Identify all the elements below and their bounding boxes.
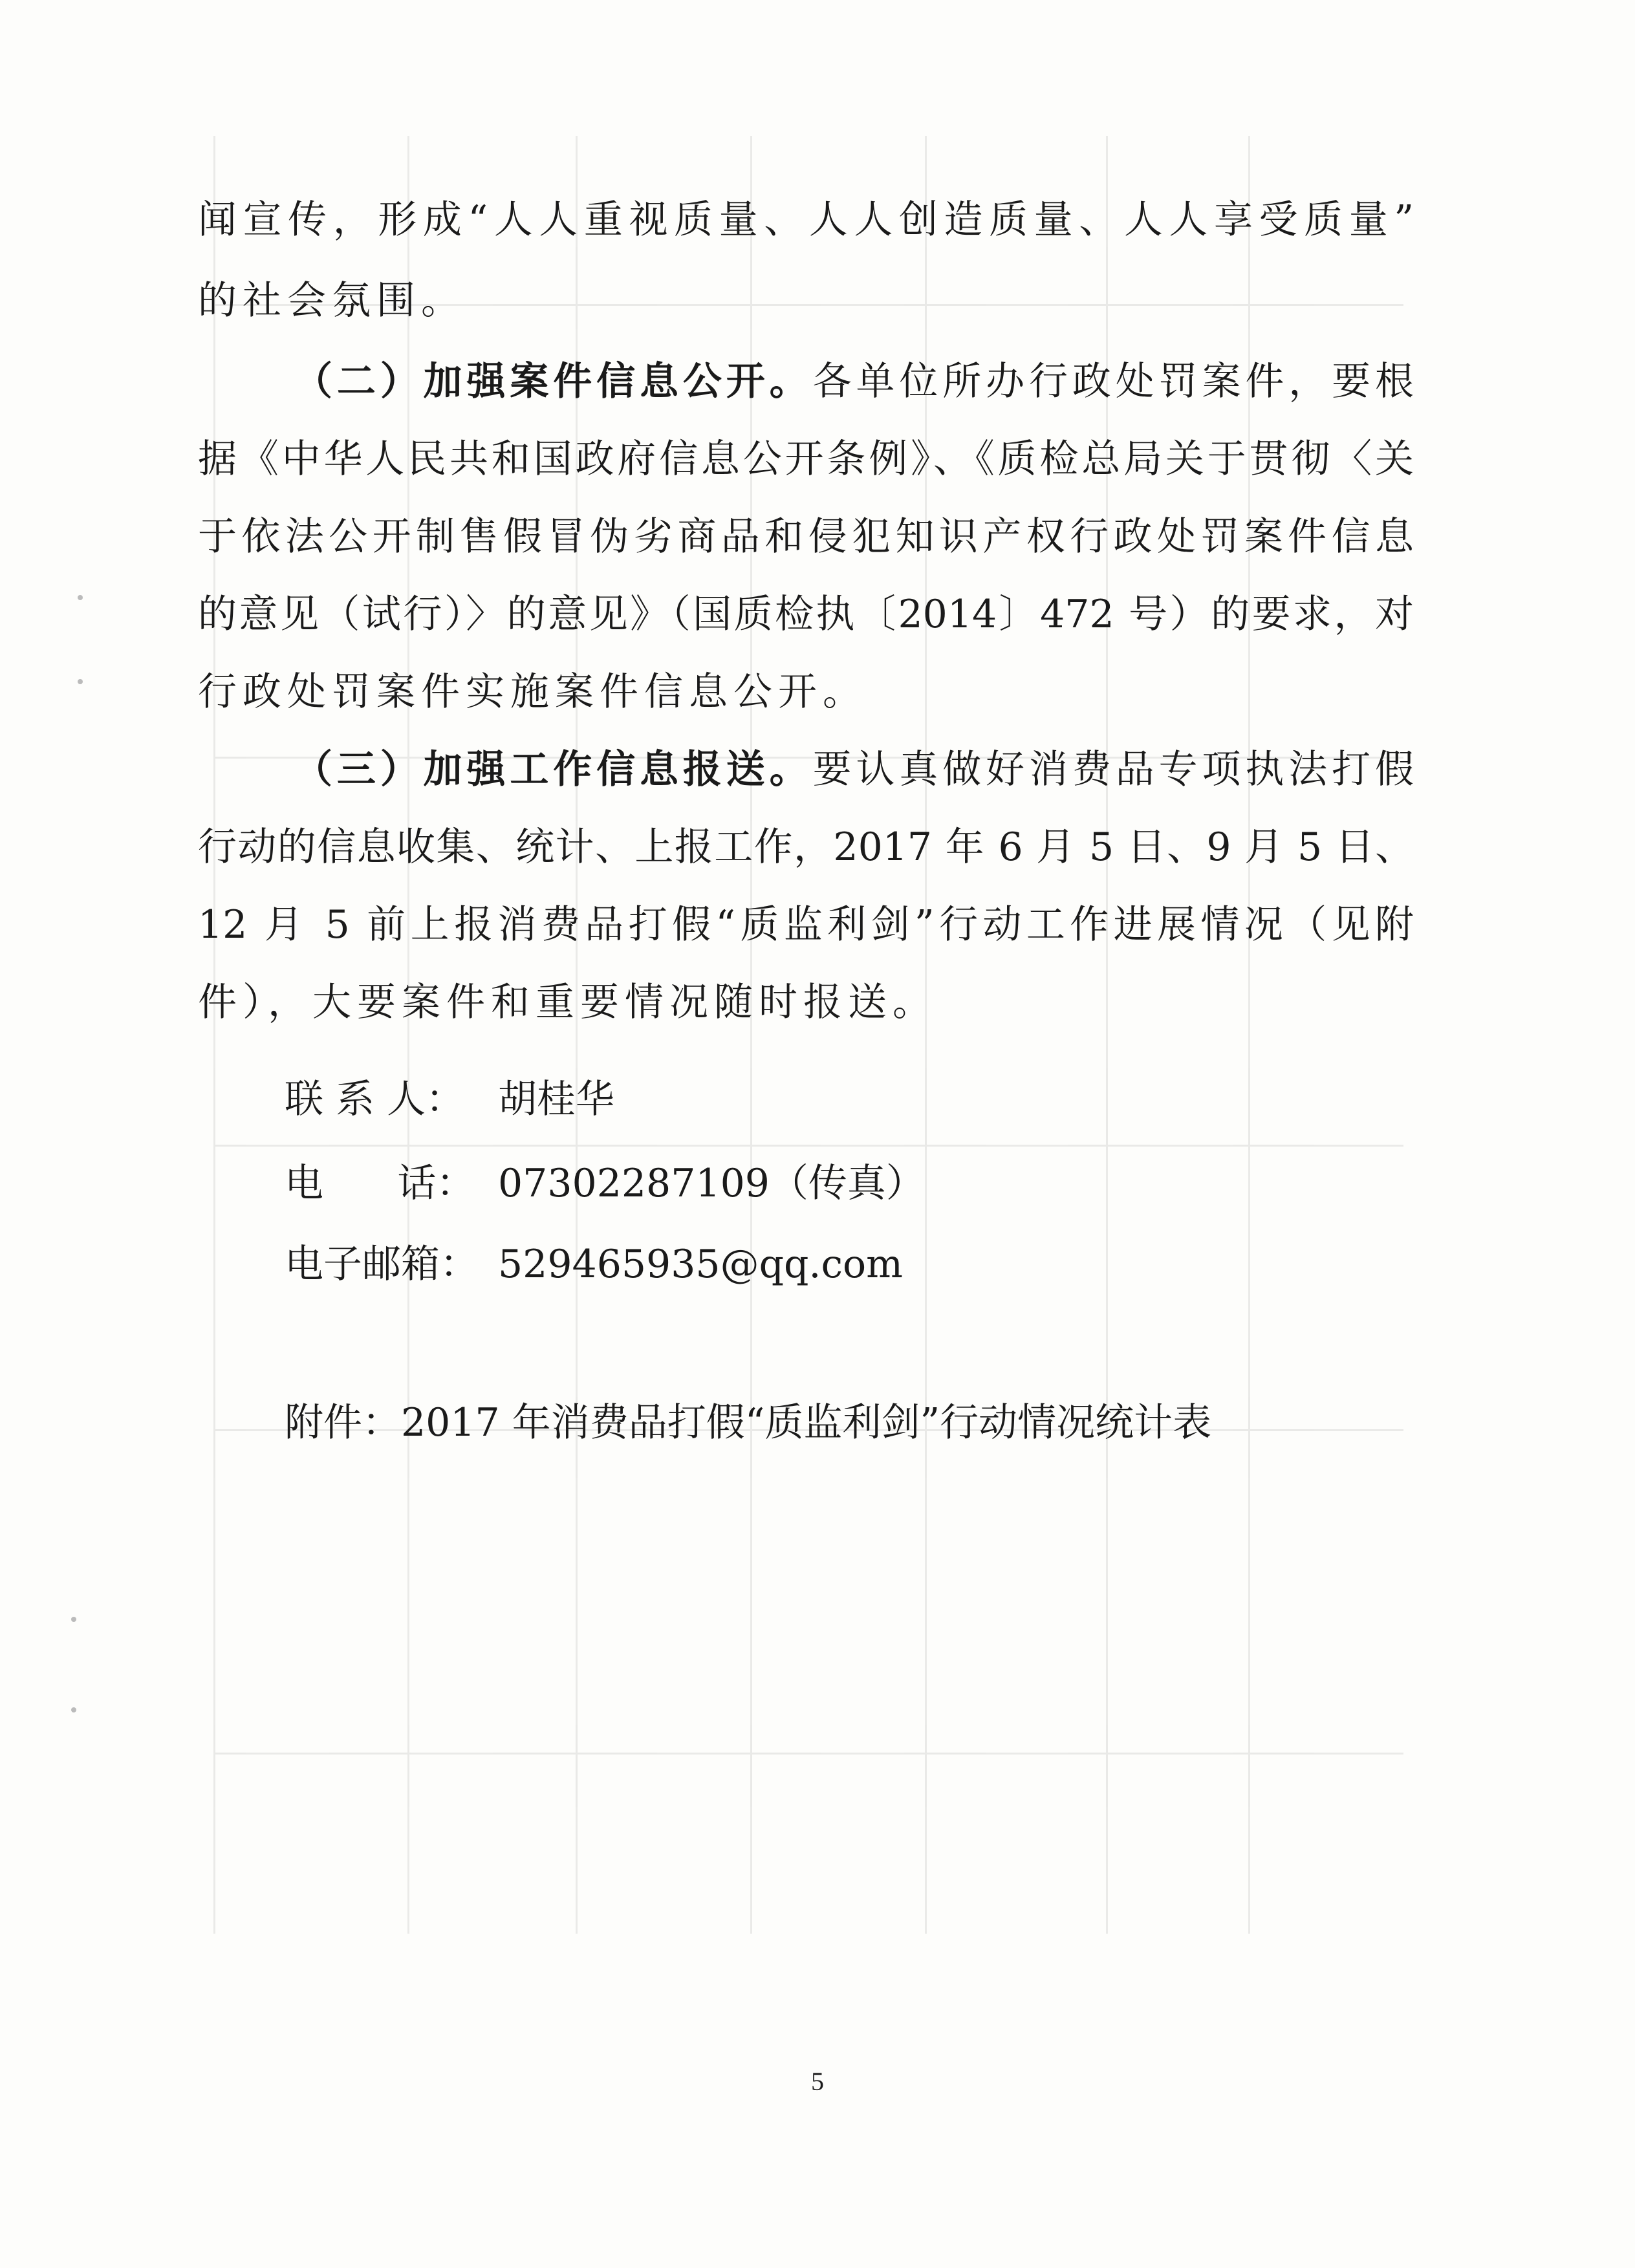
binding-hole-mark (78, 679, 83, 684)
contact-person-label: 联 系 人： (285, 1077, 465, 1122)
section2-line-3: 于依法公开制售假冒伪劣商品和侵犯知识产权行政处罚案件信息 (198, 514, 1414, 559)
contact-email-label: 电子邮箱： (285, 1242, 479, 1287)
section2-line-4: 的意见（试行）〉的意见》（国质检执〔2014〕472 号）的要求，对 (198, 592, 1414, 637)
contact-person-value: 胡桂华 (498, 1077, 614, 1122)
section2-line-2: 据《中华人民共和国政府信息公开条例》、《质检总局关于贯彻〈关 (198, 437, 1414, 482)
page-number: 5 (811, 2067, 824, 2096)
contact-phone (285, 1158, 925, 1209)
section2-line-5: 行政处罚案件实施案件信息公开。 (198, 669, 867, 715)
contact-phone-value: 07302287109（传真） (498, 1161, 925, 1206)
section2-heading: （二）加强案件信息公开。 (294, 359, 813, 404)
contact-person (285, 1074, 614, 1125)
section3-heading: （三）加强工作信息报送。 (294, 747, 813, 792)
binding-hole-mark (71, 1707, 76, 1712)
body-line-2: 的社会氛围。 (198, 278, 466, 323)
section2-first-line (294, 356, 1414, 407)
contact-email (285, 1238, 903, 1290)
body-line-1: 闻宣传，形成“人人重视质量、人人创造质量、人人享受质量” (198, 197, 1414, 243)
attachment-note: 附件：2017 年消费品打假“质监利剑”行动情况统计表 (285, 1400, 1212, 1445)
section3-first-rest: 要认真做好消费品专项执法打假 (812, 747, 1414, 792)
section3-line-2: 行动的信息收集、统计、上报工作，2017 年 6 月 5 日、9 月 5 日、 (198, 825, 1414, 870)
section3-line-4: 件），大要案件和重要情况随时报送。 (198, 980, 937, 1025)
section2-first-rest: 各单位所办行政处罚案件，要根 (812, 359, 1414, 404)
contact-phone-label: 电 话： (285, 1161, 475, 1206)
binding-hole-mark (71, 1617, 76, 1622)
contact-email-value: 529465935@qq.com (498, 1242, 904, 1287)
section3-first-line (294, 744, 1414, 795)
section3-line-3: 12 月 5 前上报消费品打假“质监利剑”行动工作进展情况（见附 (198, 902, 1414, 947)
binding-hole-mark (78, 595, 83, 600)
